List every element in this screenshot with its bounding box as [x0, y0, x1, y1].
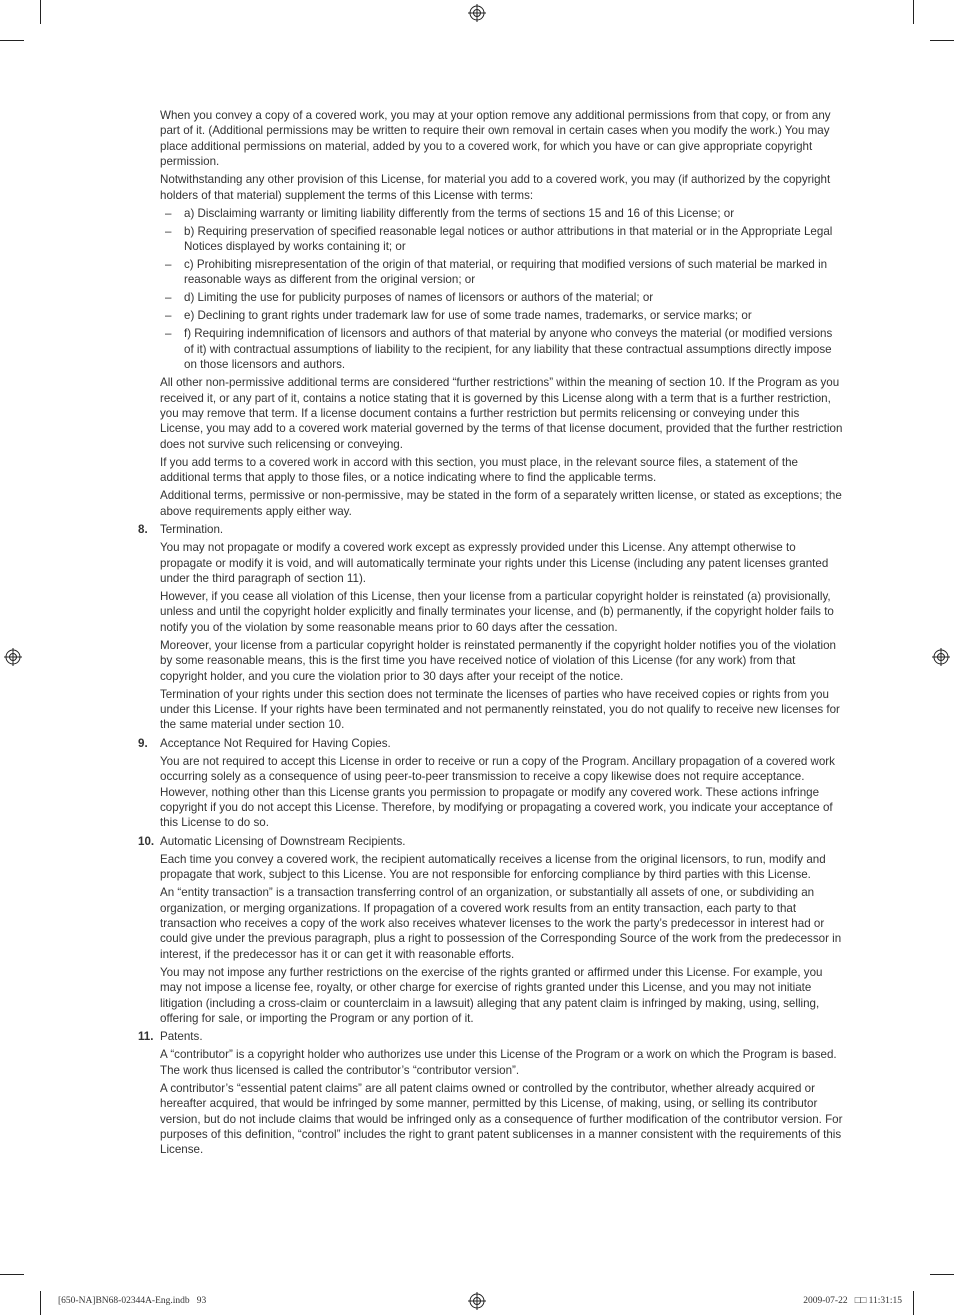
list-item	[138, 206, 844, 221]
crop-mark-top-right-horizontal	[930, 40, 954, 41]
paragraph: When you convey a copy of a covered work, you may at your option remove any additional permissions from that copy, or from any part of it. (Additional permissions may be written to require their own removal in certain cases when you modify the work.) You may place additional permissions on material, added by you to a covered work, for which you have or can give appropriate copyright permission.	[160, 109, 831, 169]
list-item	[138, 290, 844, 305]
paragraph: Additional terms, permissive or non-permissive, may be stated in the form of a separately written license, or stated as exceptions; the above requirements apply either way.	[160, 489, 842, 518]
section-heading-acceptance	[138, 736, 844, 751]
footer-file-info: [650-NA]BN68-02344A-Eng.indb 93	[58, 1296, 207, 1306]
paragraph: If you add terms to a covered work in accord with this section, you must place, in the relevant source files, a statement of the additional terms that apply to those files, or a notice indicating where to find the applicable terms.	[160, 455, 798, 485]
dash-bullet: –	[165, 327, 172, 341]
paragraph: You may not impose any further restrictions on the exercise of the rights granted or affirmed under this License. For example, you may not impose a license fee, royalty, or other charge for exercise of rights granted under this License, and you may not initiate litigation (including a cross-claim or counterclaim in a lawsuit) alleging that any patent claim is infringed by making, using, selling, offering for sale, or importing the Program or any portion of it.	[160, 965, 823, 1026]
terms-list	[138, 206, 844, 373]
paragraph: Moreover, your license from a particular copyright holder is reinstated permanently if the copyright holder notifies you of the violation by some reasonable means, this is the first time you have received notice of violation of this License (for any work) from that copyright holder, and you cure the violation prior to 30 days after your receipt of the notice.	[160, 638, 837, 683]
crop-mark-bottom-left-horizontal	[0, 1274, 24, 1275]
paragraph: You may not propagate or modify a covered work except as expressly provided under this License. Any attempt otherwise to propagate or modify it is void, and will automatically terminate your rights under this License (including any patent licenses granted under the third paragraph of section 11).	[160, 541, 829, 585]
crop-mark-top-right-vertical	[913, 0, 914, 24]
paragraph: Notwithstanding any other provision of this License, for material you add to a covered work, you may (if authorized by the copyright holders of that material) supplement the terms of this License with terms:	[160, 173, 831, 202]
paragraph: A contributor’s “essential patent claims” are all patent claims owned or controlled by the contributor, whether already acquired or hereafter acquired, that would be infringed by some manner, permitted by this License, of making, using, or selling its contributor version, but do not include claims that would be infringed only as a consequence of further modification of the contributor version. For purposes of this definition, “control” includes the right to grant patent sublicenses in a manner consistent with the requirements of this License.	[160, 1081, 843, 1157]
section-title: Automatic Licensing of Downstream Recipients.	[160, 834, 406, 848]
dash-bullet: –	[165, 258, 172, 272]
list-item	[138, 326, 844, 372]
crop-mark-top-left-vertical	[40, 0, 41, 24]
registration-mark-icon	[468, 1292, 486, 1310]
dash-bullet: –	[165, 224, 172, 238]
paragraph: You are not required to accept this License in order to receive or run a copy of the Program. Ancillary propagation of a covered work occurring solely as a consequence of using peer-to-peer transmission to receive a copy likewise does not require acceptance. However, nothing other than this License grants you permission to propagate or modify any covered work. These actions infringe copyright if you do not accept this License. Therefore, by modifying or propagating a covered work, you indicate your acceptance of this License to do so.	[160, 754, 835, 830]
registration-mark-icon	[468, 4, 486, 22]
list-item-text: a) Disclaiming warranty or limiting liability differently from the terms of sections 15 and 16 of this License; or	[184, 206, 735, 220]
section-title: Acceptance Not Required for Having Copies.	[160, 736, 391, 750]
registration-mark-icon	[4, 648, 22, 666]
list-item-text: c) Prohibiting misrepresentation of the origin of that material, or requiring that modified versions of such material be marked in reasonable ways as different from the original version; or	[184, 258, 828, 287]
registration-mark-icon	[932, 648, 950, 666]
license-text	[138, 108, 844, 1160]
list-item	[138, 308, 844, 323]
paragraph: An “entity transaction” is a transaction transferring control of an organization, or substantially all assets of one, or subdividing an organization, or merging organizations. If propagation of a covered work results from an entity transaction, each party to that transaction who receives a copy of the work also receives whatever licenses to the work the party’s predecessor in interest had or could give under the previous paragraph, plus a right to possession of the Corresponding Source of the work from the predecessor in interest, if the predecessor has it or can get it with reasonable efforts.	[160, 886, 842, 961]
dash-bullet: –	[165, 309, 172, 323]
dash-bullet: –	[165, 291, 172, 305]
section-heading-termination	[138, 522, 844, 537]
footer-timestamp: 2009-07-22 □□ 11:31:15	[803, 1296, 902, 1306]
section-title: Termination.	[160, 523, 224, 537]
list-item	[138, 224, 844, 255]
section-number: 10.	[138, 834, 155, 848]
section-heading-automatic-licensing	[138, 834, 844, 849]
paragraph: Each time you convey a covered work, the recipient automatically receives a license from the original licensors, to run, modify and propagate that work, subject to this License. You are not responsible for enforcing compliance by third parties with this License.	[160, 852, 826, 882]
list-item	[138, 257, 844, 288]
crop-mark-bottom-left-vertical	[40, 1291, 41, 1315]
section-number: 9.	[138, 736, 148, 750]
dash-bullet: –	[165, 206, 172, 220]
list-item-text: e) Declining to grant rights under trademark law for use of some trade names, trademarks, or service marks; or	[184, 309, 752, 323]
paragraph: A “contributor” is a copyright holder who authorizes use under this License of the Program or a work on which the Program is based. The work thus licensed is called the contributor’s “contributor version”.	[160, 1048, 837, 1077]
list-item-text: b) Requiring preservation of specified reasonable legal notices or author attributions in that material or in the Appropriate Legal Notices displayed by works containing it; or	[184, 224, 833, 254]
section-number: 11.	[138, 1030, 154, 1044]
list-item-text: f) Requiring indemnification of licensors and authors of that material by anyone who conveys the material (or modified versions of it) with contractual assumptions of liability to the recipient, for any liability that these contractual assumptions directly impose on those licensors and authors.	[184, 327, 833, 372]
crop-mark-top-left-horizontal	[0, 40, 24, 41]
section-title: Patents.	[160, 1030, 203, 1044]
list-item-text: d) Limiting the use for publicity purposes of names of licensors or authors of the material; or	[184, 291, 654, 305]
crop-mark-bottom-right-horizontal	[930, 1274, 954, 1275]
crop-mark-bottom-right-vertical	[913, 1291, 914, 1315]
section-heading-patents	[138, 1029, 844, 1044]
paragraph: However, if you cease all violation of this License, then your license from a particular copyright holder is reinstated (a) provisionally, unless and until the copyright holder explicitly and finally terminates your license, and (b) permanently, if the copyright holder fails to notify you of the violation by some reasonable means prior to 60 days after the cessation.	[160, 589, 834, 634]
section-number: 8.	[138, 523, 148, 537]
paragraph: All other non-permissive additional terms are considered “further restrictions” within the meaning of section 10. If the Program as you received it, or any part of it, contains a notice stating that it is governed by this License along with a term that is a further restriction, you may remove that term. If a license document contains a further restriction but permits relicensing or conveying under this License, you may add to a covered work material governed by the terms of that license document, provided that the further restriction does not survive such relicensing or conveying.	[160, 376, 843, 451]
paragraph: Termination of your rights under this section does not terminate the licenses of parties who have received copies or rights from you under this License. If your rights have been terminated and not permanently reinstated, you do not qualify to receive new licenses for the same material under section 10.	[160, 687, 840, 732]
